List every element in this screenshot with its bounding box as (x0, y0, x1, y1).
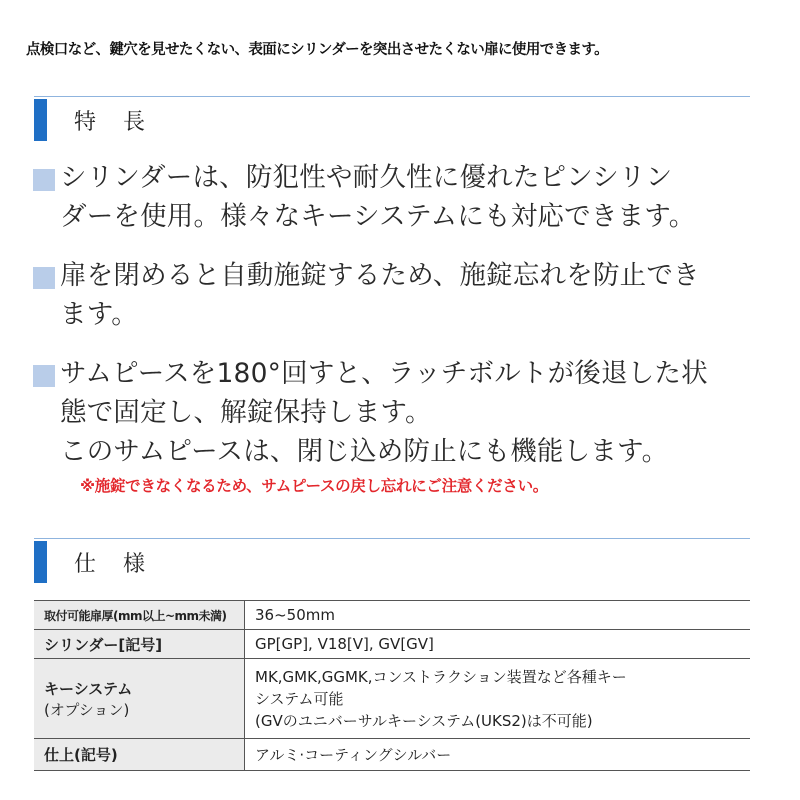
caution-note: ※施錠できなくなるため、サムピースの戻し忘れにご注意ください。 (80, 477, 548, 495)
feature-item-3 (33, 354, 753, 471)
feature-item-2 (33, 256, 753, 334)
spec-label-main: キーシステム (44, 679, 133, 698)
spec-value-line: MK,GMK,GGMK,コンストラクション装置など各種キー (255, 667, 627, 686)
intro-text: 点検口など、鍵穴を見せたくない、表面にシリンダーを突出させたくない扉に使用できます。 (26, 42, 609, 58)
heading-accent-bar (34, 541, 47, 583)
heading-accent-bar (34, 99, 47, 141)
spec-label: 仕上(記号) (34, 739, 245, 771)
feature-line: ダーを使用。様々なキーシステムにも対応できます。 (60, 201, 696, 232)
bullet-square-icon (33, 365, 55, 387)
feature-item-1 (33, 158, 753, 236)
bullet-square-icon (33, 169, 55, 191)
table-row (34, 601, 750, 630)
feature-line: 態で固定し、解錠保持します。 (60, 397, 432, 428)
spec-table (34, 600, 750, 771)
feature-line: ます。 (60, 299, 138, 330)
spec-value: アルミ·コーティングシルバー (245, 739, 751, 771)
table-row (34, 659, 750, 739)
spec-label: シリンダー[記号] (34, 630, 245, 659)
table-row (34, 630, 750, 659)
spec-label (34, 659, 245, 739)
spec-value-line: (GVのユニバーサルキーシステム(UKS2)は不可能) (255, 711, 593, 730)
feature-line: このサムピースは、閉じ込め防止にも機能します。 (60, 436, 669, 467)
features-heading (34, 96, 750, 141)
feature-line: 扉を閉めると自動施錠するため、施錠忘れを防止でき (60, 260, 700, 291)
feature-line: シリンダーは、防犯性や耐久性に優れたピンシリン (60, 162, 673, 193)
table-row (34, 739, 750, 771)
bullet-square-icon (33, 267, 55, 289)
features-title: 特 長 (74, 110, 155, 135)
spec-label-sub: (オプション) (44, 700, 130, 719)
spec-heading (34, 538, 750, 583)
spec-value-line: システム可能 (255, 689, 344, 708)
spec-title: 仕 様 (74, 552, 155, 577)
spec-value (245, 659, 751, 739)
spec-value: 36~50mm (245, 601, 751, 630)
feature-line: サムピースを180°回すと、ラッチボルトが後退した状 (60, 358, 708, 389)
spec-value: GP[GP], V18[V], GV[GV] (245, 630, 751, 659)
spec-label: 取付可能扉厚(mm以上~mm未満) (34, 601, 245, 630)
